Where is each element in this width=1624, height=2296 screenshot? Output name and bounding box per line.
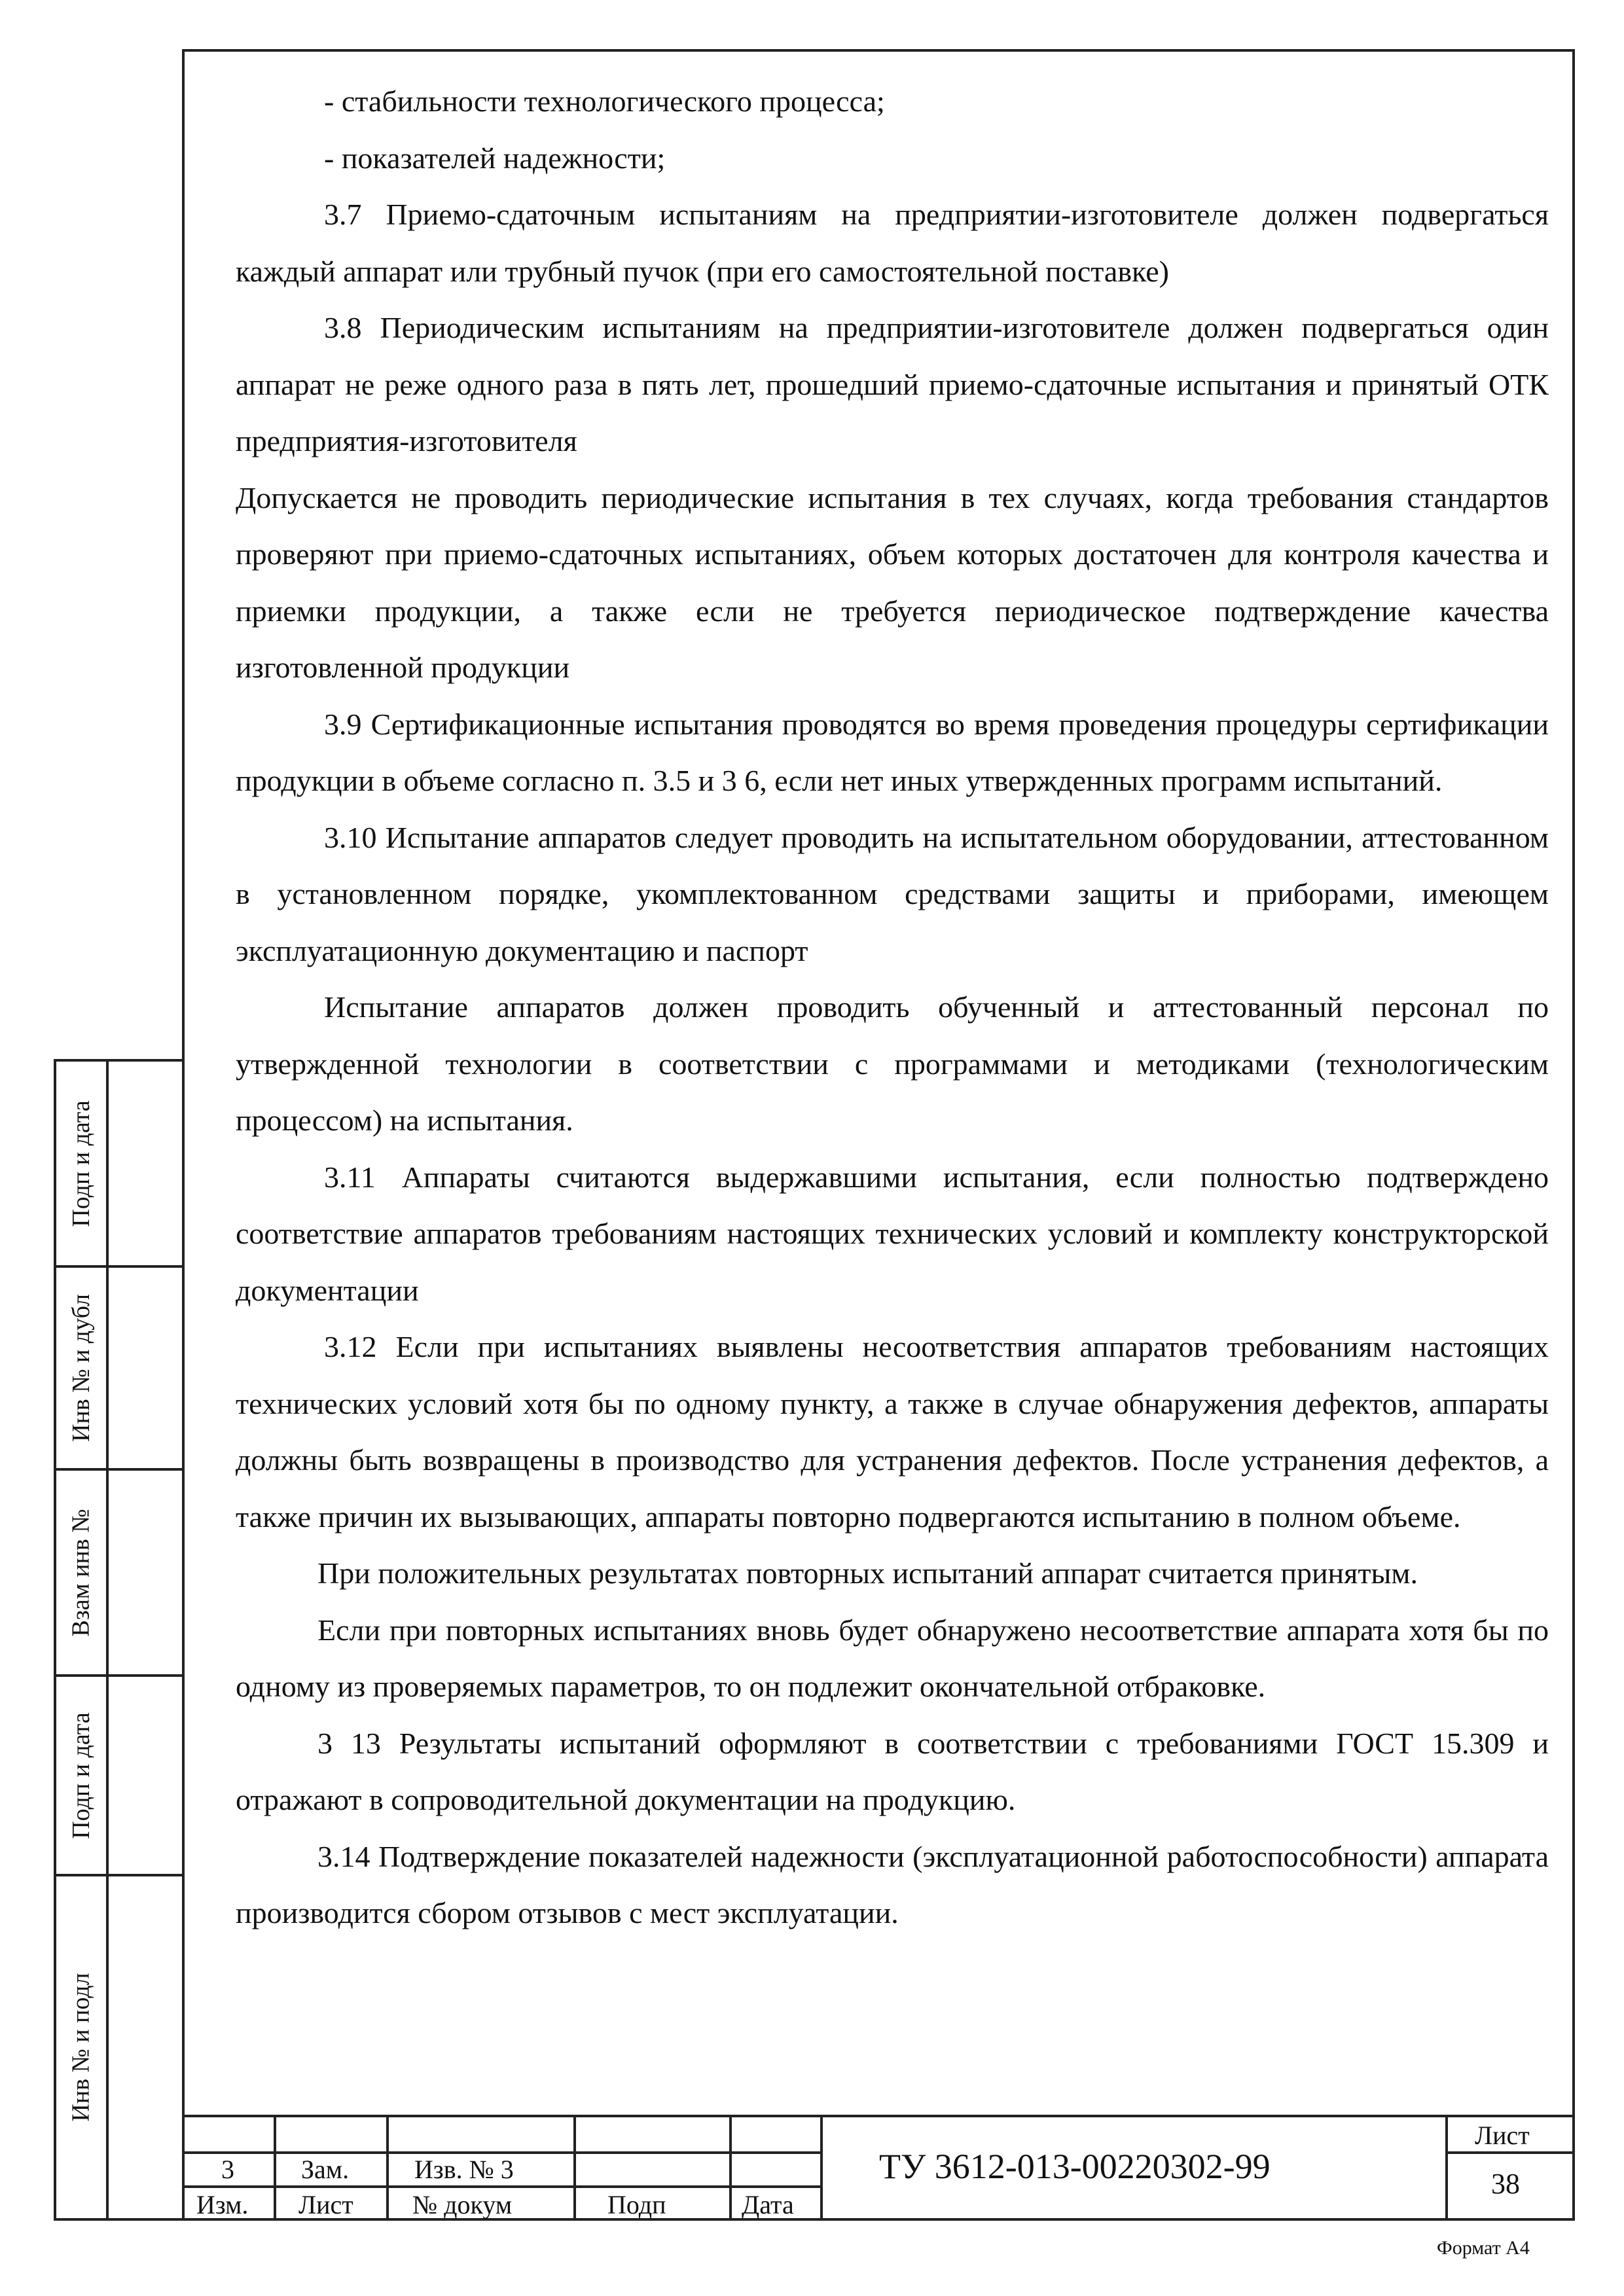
header-doc-number: № докум (412, 2190, 513, 2219)
stamp-label-inv-podl: Инв № и подл (67, 1973, 96, 2122)
clause-3-11: 3.11 Аппараты считаются выдержавшими испытания, если полностью подтверждено соответствие аппаратов требованиям настоящих технических условий и комплекту конструкторской документации (236, 1160, 1549, 1307)
header-signature: Подп (607, 2190, 666, 2219)
document-code: ТУ 3612-013-00220302-99 (879, 2147, 1271, 2186)
format-label: Формат А4 (1437, 2237, 1530, 2259)
clause-3-13: 3 13 Результаты испытаний оформляют в соответствии с требованиями ГОСТ 15.309 и отражают в сопроводительной документации на продукцию. (236, 1726, 1549, 1816)
clause-3-12: 3.12 Если при испытаниях выявлены несоответствия аппаратов требованиям настоящих технических условий хотя бы по одному пункту, а также в случае обнаружения дефектов, аппараты должны быть возвращены в производство для устранения дефектов. После устранения дефектов, а также причин их вызывающих, аппараты повторно подвергаются испытанию в полном объеме. (236, 1330, 1549, 1534)
clause-3-10: 3.10 Испытание аппаратов следует проводить на испытательном оборудовании, аттестованном в установленном порядке, укомплектованном средствами защиты и приборами, имеющем эксплуатационную документацию и паспорт (236, 820, 1549, 967)
stamp-cell-podp-data-1 (56, 1062, 185, 1268)
title-block-top-line (182, 2115, 1575, 2117)
title-block-col-line (729, 2115, 732, 2221)
clause-3-7: 3.7 Приемо-сдаточным испытаниям на предприятии-изготовителе должен подвергаться каждый аппарат или трубный пучок (при его самостоятельной поставке) (236, 198, 1549, 288)
stamp-cell-inv-podl (56, 1876, 185, 2221)
revision-number: 3 (221, 2155, 234, 2184)
stamp-cell-podp-data-2 (56, 1677, 185, 1876)
title-block-row-line-1 (182, 2151, 820, 2154)
stamp-label-vzam-inv: Взам инв № (67, 1508, 96, 1637)
header-izm: Изм. (196, 2190, 249, 2219)
document-body (236, 73, 1549, 1942)
stamp-label-inv-dubl: Инв № и дубл (67, 1294, 95, 1442)
clause-3-12-accepted: При положительных результатах повторных испытаний аппарат считается принятым. (317, 1556, 1418, 1590)
stamp-label-podp-data-2: Подп и дата (67, 1712, 96, 1839)
title-block-col-line (274, 2115, 276, 2221)
sheet-number: 38 (1491, 2168, 1520, 2200)
clause-3-14: 3.14 Подтверждение показателей надежности (эксплуатационной работоспособности) аппарата производится сбором отзывов с мест эксплуатации. (236, 1839, 1549, 1929)
list-item-stability: - стабильности технологического процесса; (324, 84, 885, 118)
sheet-label: Лист (1475, 2121, 1530, 2150)
clause-3-10-personnel: Испытание аппаратов должен проводить обученный и аттестованный персонал по утвержденной технологии в соответствии с программами и методиками (технологическим процессом) на испытания. (236, 990, 1549, 1137)
title-block-col-line (820, 2115, 823, 2221)
clause-3-8-note: Допускается не проводить периодические испытания в тех случаях, когда требования стандартов проверяют при приемо-сдаточных испытаниях, объем которых достаточен для контроля качества и приемки продукции, а также если не требуется периодическое подтверждение качества изготовленной продукции (236, 480, 1549, 684)
stamp-column-divider (106, 1062, 109, 2218)
clause-3-8: 3.8 Периодическим испытаниям на предприятии-изготовителе должен подвергаться один аппарат не реже одного раза в пять лет, прошедший приемо-сдаточные испытания и принятый ОТК предприятия-изготовителя (236, 311, 1549, 457)
sheet-cell-line (1445, 2151, 1575, 2154)
revision-change: Зам. (301, 2155, 350, 2184)
stamp-cell-vzam-inv (56, 1471, 185, 1677)
list-item-reliability: - показателей надежности; (324, 141, 666, 175)
title-block (182, 2115, 1575, 2221)
header-date: Дата (742, 2190, 794, 2219)
clause-3-9: 3.9 Сертификационные испытания проводятся во время проведения процедуры сертификации продукции в объеме согласно п. 3.5 и 3 6, если нет иных утвержденных программ испытаний. (236, 707, 1549, 797)
header-list: Лист (298, 2190, 353, 2219)
title-block-col-line (386, 2115, 389, 2221)
revision-notice: Изв. № 3 (414, 2155, 514, 2184)
title-block-col-line (573, 2115, 576, 2221)
title-block-col-line (1445, 2115, 1448, 2221)
stamp-column (54, 1059, 185, 2221)
stamp-cell-inv-dubl (56, 1268, 185, 1471)
title-block-row-line-2 (182, 2185, 820, 2188)
clause-3-12-rejected: Если при повторных испытаниях вновь будет обнаружено несоответствие аппарата хотя бы по одному из проверяемых параметров, то он подлежит окончательной отбраковке. (236, 1613, 1549, 1703)
stamp-label-podp-data-1: Подп и дата (67, 1100, 96, 1227)
